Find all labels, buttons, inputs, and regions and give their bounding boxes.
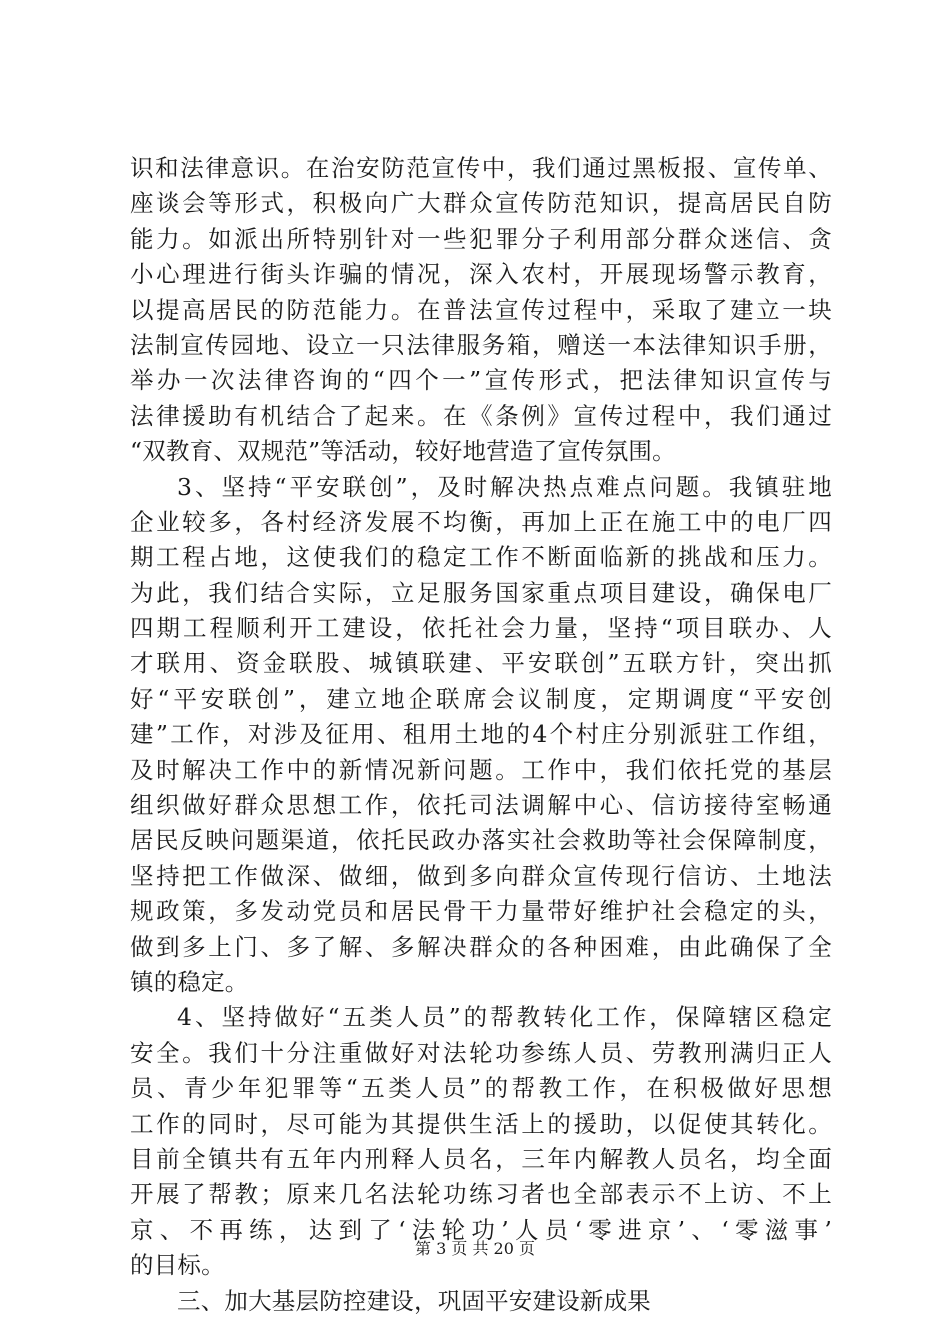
- text-line: 组织做好群众思想工作，依托司法调解中心、信访接待室畅通: [130, 791, 832, 820]
- text-line: 居民反映问题渠道，依托民政办落实社会救助等社会保障制度，: [130, 826, 832, 855]
- text-line: 法制宣传园地、设立一只法律服务箱，赠送一本法律知识手册，: [130, 330, 832, 359]
- document-body: [130, 151, 832, 1319]
- text-line: “双教育、双规范”等活动，较好地营造了宣传氛围。: [130, 437, 676, 466]
- text-line: 小心理进行街头诈骗的情况，深入农村，开展现场警示教育，: [130, 260, 832, 289]
- text-line: 好“平安联创”，建立地企联席会议制度，定期调度“平安创: [130, 684, 832, 713]
- text-line: 建”工作，对涉及征用、租用土地的4个村庄分别派驻工作组，: [130, 720, 832, 749]
- text-line: 四期工程顺利开工建设，依托社会力量，坚持“项目联办、人: [130, 614, 832, 643]
- text-line: 期工程占地，这使我们的稳定工作不断面临新的挑战和压力。: [130, 543, 832, 572]
- text-line: 才联用、资金联股、城镇联建、平安联创”五联方针，突出抓: [130, 649, 832, 678]
- text-line: 镇的稳定。: [130, 967, 249, 996]
- text-line: 开展了帮教；原来几名法轮功练习者也全部表示不上访、不上: [130, 1180, 832, 1209]
- text-line: 三、加大基层防控建设，巩固平安建设新成果: [177, 1286, 651, 1315]
- text-line: 做到多上门、多了解、多解决群众的各种困难，由此确保了全: [130, 932, 832, 961]
- text-line: 工作的同时，尽可能为其提供生活上的援助，以促使其转化。: [130, 1109, 832, 1138]
- text-line: 3、坚持“平安联创”，及时解决热点难点问题。我镇驻地: [177, 472, 832, 501]
- text-line: 坚持把工作做深、做细，做到多向群众宣传现行信访、土地法: [130, 861, 832, 890]
- text-line: 4、坚持做好“五类人员”的帮教转化工作，保障辖区稳定: [177, 1003, 832, 1032]
- text-line: 及时解决工作中的新情况新问题。工作中，我们依托党的基层: [130, 755, 832, 784]
- page-footer: 第 3 页 共 20 页: [415, 1239, 535, 1258]
- text-line: 的目标。: [130, 1251, 225, 1280]
- text-line: 识和法律意识。在治安防范宣传中，我们通过黑板报、宣传单、: [130, 154, 832, 182]
- text-line: 安全。我们十分注重做好对法轮功参练人员、劳教刑满归正人: [130, 1038, 832, 1067]
- text-line: 企业较多，各村经济发展不均衡，再加上正在施工中的电厂四: [130, 507, 832, 536]
- text-line: 能力。如派出所特别针对一些犯罪分子利用部分群众迷信、贪: [130, 224, 832, 253]
- text-line: 目前全镇共有五年内刑释人员名，三年内解教人员名，均全面: [130, 1144, 832, 1173]
- text-line: 座谈会等形式，积极向广大群众宣传防范知识，提高居民自防: [130, 189, 832, 218]
- text-line: 法律援助有机结合了起来。在《条例》宣传过程中，我们通过: [130, 401, 832, 430]
- text-line: 以提高居民的防范能力。在普法宣传过程中，采取了建立一块: [130, 295, 832, 324]
- text-line: 京、不再练，达到了‘法轮功’人员‘零进京’、‘零滋事’: [130, 1215, 832, 1244]
- text-line: 员、青少年犯罪等“五类人员”的帮教工作，在积极做好思想: [130, 1074, 832, 1103]
- text-line: 举办一次法律咨询的“四个一”宣传形式，把法律知识宣传与: [130, 366, 832, 395]
- text-line: 规政策，多发动党员和居民骨干力量带好维护社会稳定的头，: [130, 897, 832, 926]
- text-line: 为此，我们结合实际，立足服务国家重点项目建设，确保电厂: [130, 578, 832, 607]
